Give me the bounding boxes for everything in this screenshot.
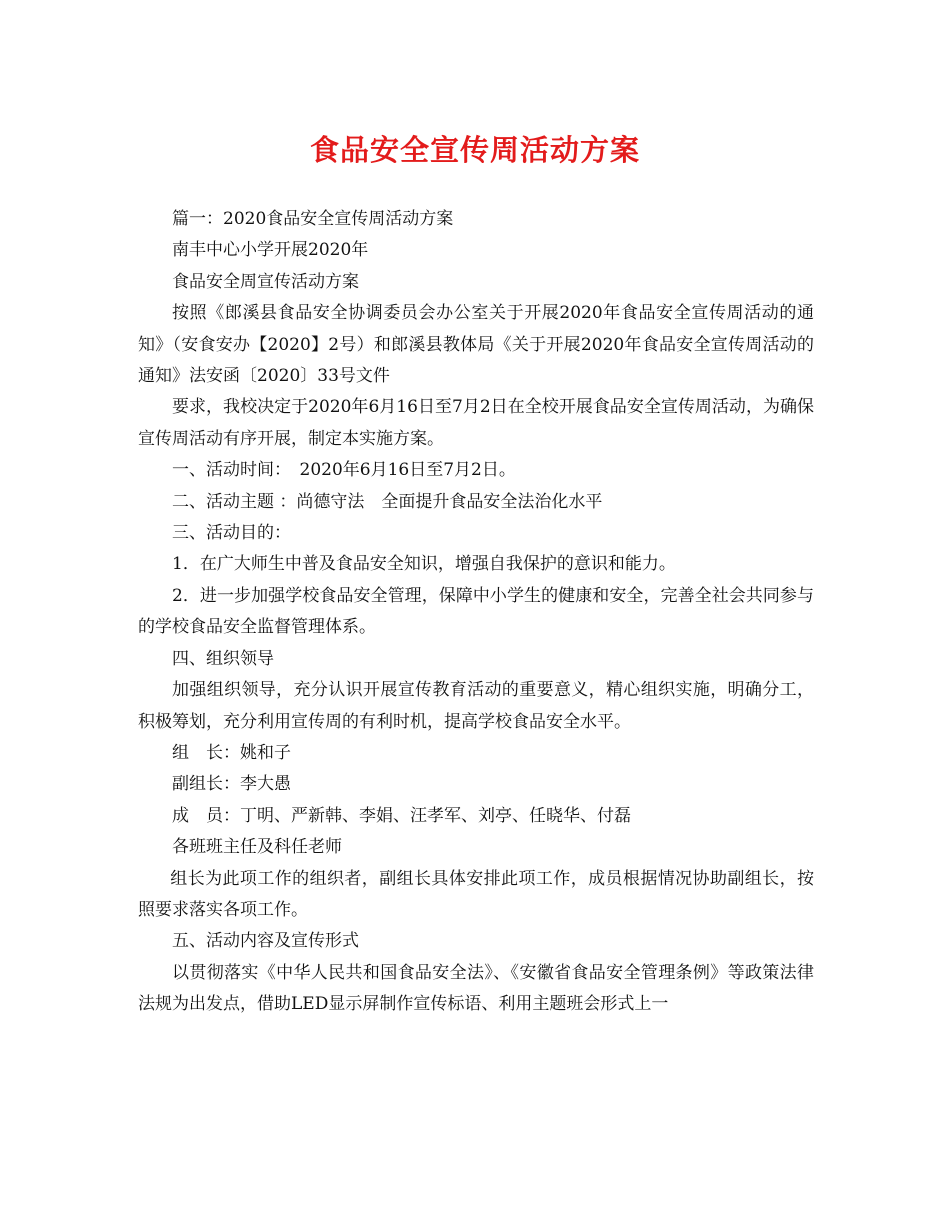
paragraph-organization-heading: 四、组织领导 xyxy=(172,648,274,669)
paragraph-responsibilities: 组长为此项工作的组织者，副组长具体安排此项工作，成员根据情况协助副组长，按照要求落实各项工作。 xyxy=(138,868,814,920)
paragraph-goal-2: 2．进一步加强学校食品安全管理，保障中小学生的健康和安全，完善全社会共同参与的学校食品安全监督管理体系。 xyxy=(138,585,814,638)
paragraph-activity-goal-heading: 三、活动目的： xyxy=(172,523,291,544)
paragraph-activity-theme: 二、活动主题 ：尚德守法 全面提升食品安全法治化水平 xyxy=(172,491,603,512)
paragraph-organization-body: 加强组织领导，充分认识开展宣传教育活动的重要意义，精心组织实施，明确分工，积极筹划，充分利用宣传周的有利时机，提高学校食品安全水平。 xyxy=(138,680,814,732)
paragraph-plan-name: 食品安全周宣传活动方案 xyxy=(172,271,359,292)
document-title: 食品安全宣传周活动方案 xyxy=(309,133,640,167)
paragraph-leader: 组 长：姚和子 xyxy=(172,742,291,763)
paragraph-requirement: 要求，我校决定于2020年6月16日至7月2日在全校开展食品安全宣传周活动，为确保宣传周活动有序开展，制定本实施方案。 xyxy=(138,397,814,449)
paragraph-section-heading: 篇一：2020食品安全宣传周活动方案 xyxy=(172,209,454,229)
paragraph-deputy-leader: 副组长：李大愚 xyxy=(172,774,291,795)
paragraph-goal-1: 1．在广大师生中普及食品安全知识，增强自我保护的意识和能力。 xyxy=(172,554,676,575)
paragraph-content-heading: 五、活动内容及宣传形式 xyxy=(172,931,359,952)
paragraph-content-body: 以贯彻落实《中华人民共和国食品安全法》、《安徽省食品安全管理条例》等政策法律法规为出发点，借助LED显示屏制作宣传标语、利用主题班会形式上一 xyxy=(138,962,814,1015)
paragraph-members: 成 员：丁明、严新韩、李娟、汪孝军、刘亭、任晓华、付磊 xyxy=(172,805,631,826)
paragraph-school-name: 南丰中心小学开展2020年 xyxy=(172,240,369,261)
paragraph-basis: 按照《郎溪县食品安全协调委员会办公室关于开展2020年食品安全宣传周活动的通知》（安食安办【2020】2号）和郎溪县教体局《关于开展2020年食品安全宣传周活动的通知》法安函〔2020〕33号文件 xyxy=(138,303,814,387)
paragraph-teachers: 各班班主任及科任老师 xyxy=(172,837,342,858)
paragraph-activity-time: 一、活动时间： 2020年6月16日至7月2日。 xyxy=(172,460,516,481)
document-body xyxy=(138,204,814,1021)
